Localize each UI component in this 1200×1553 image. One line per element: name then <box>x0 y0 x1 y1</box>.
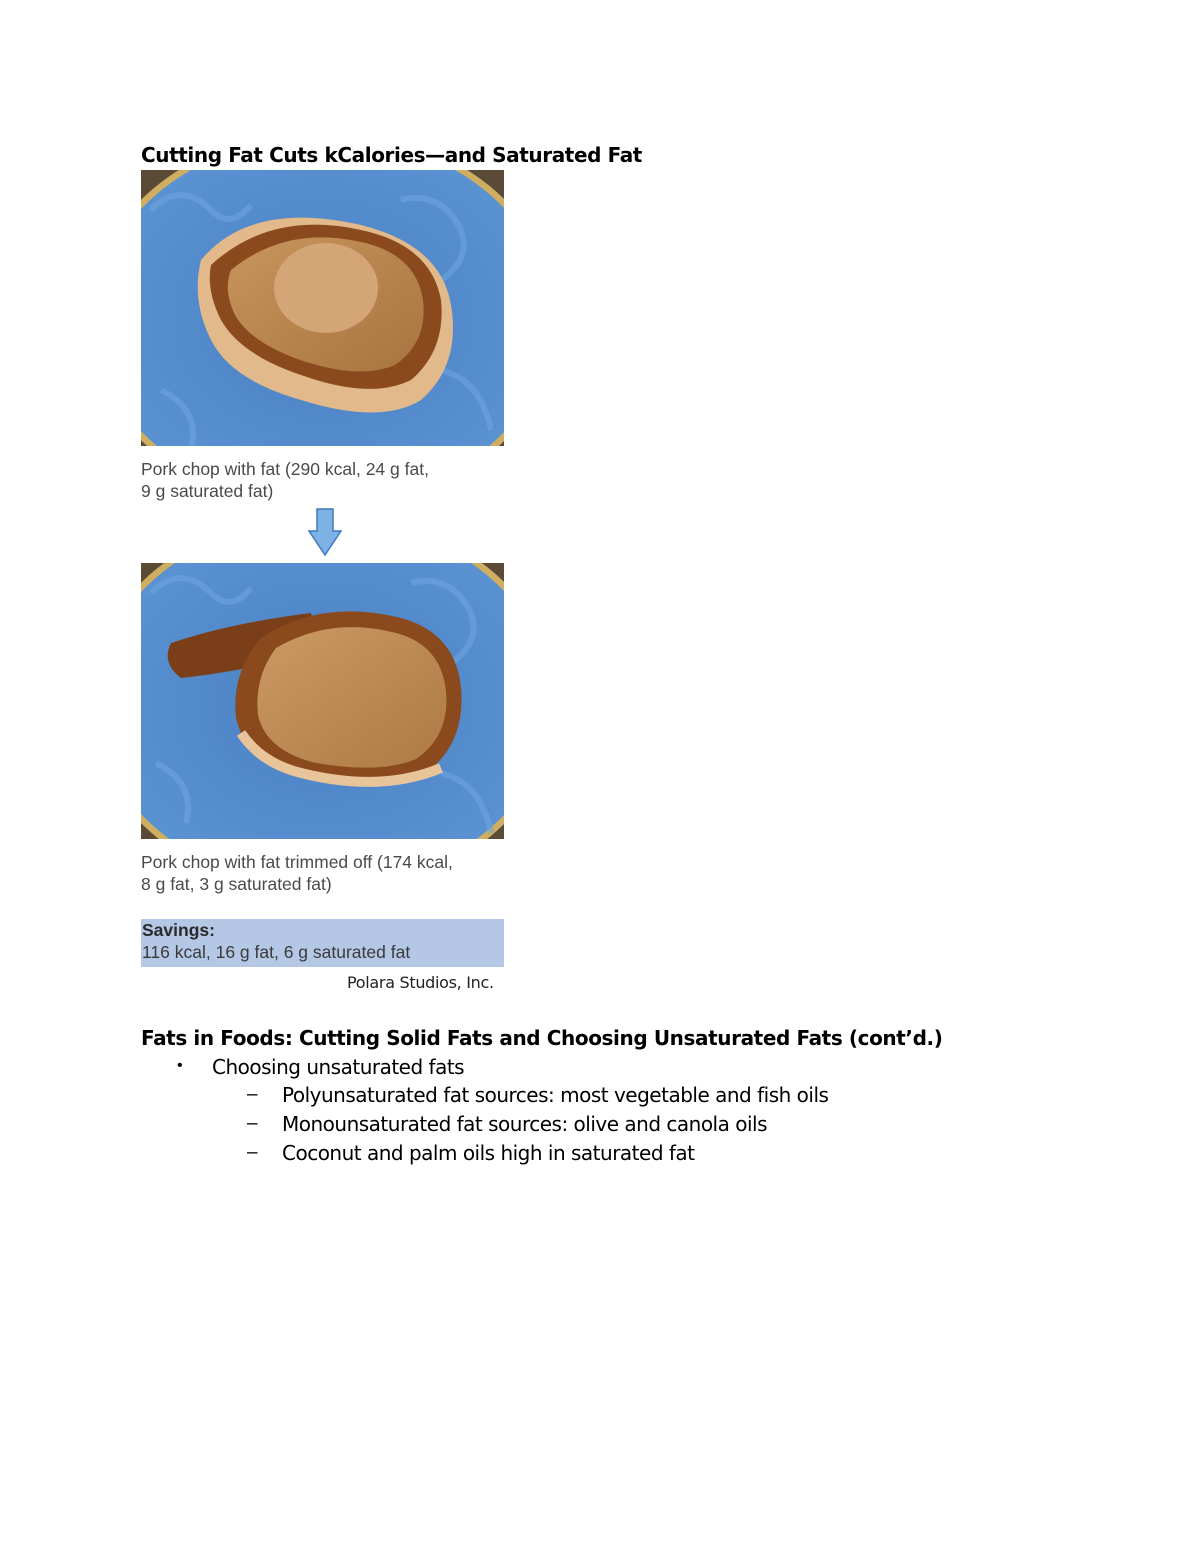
sub-item: Coconut and palm oils high in saturated fat <box>282 1141 695 1165</box>
caption-before-line1: Pork chop with fat (290 kcal, 24 g fat, <box>141 459 429 479</box>
savings-title: Savings: <box>142 920 215 940</box>
sub-marker: – <box>247 1142 258 1163</box>
pork-chop-with-fat-photo <box>141 170 504 446</box>
section-title-2: Fats in Foods: Cutting Solid Fats and Choosing Unsaturated Fats (cont’d.) <box>141 1026 943 1050</box>
caption-after-line1: Pork chop with fat trimmed off (174 kcal, <box>141 852 453 872</box>
bullet-item: Choosing unsaturated fats <box>212 1055 465 1079</box>
caption-before-line2: 9 g saturated fat) <box>141 481 274 501</box>
caption-before <box>141 458 429 502</box>
sub-marker: – <box>247 1113 258 1134</box>
sub-marker: – <box>247 1084 258 1105</box>
caption-after-line2: 8 g fat, 3 g saturated fat) <box>141 874 332 894</box>
savings-box <box>141 919 504 967</box>
pork-chop-trimmed-photo <box>141 563 504 839</box>
caption-after <box>141 851 453 895</box>
arrow-down-icon <box>307 507 343 562</box>
photo-credit: Polara Studios, Inc. <box>347 973 494 992</box>
section-title: Cutting Fat Cuts kCalories—and Saturated Fat <box>141 143 642 167</box>
sub-item: Monounsaturated fat sources: olive and canola oils <box>282 1112 767 1136</box>
savings-text: 116 kcal, 16 g fat, 6 g saturated fat <box>142 942 411 962</box>
sub-item: Polyunsaturated fat sources: most vegetable and fish oils <box>282 1083 829 1107</box>
bullet-marker: • <box>177 1057 183 1074</box>
